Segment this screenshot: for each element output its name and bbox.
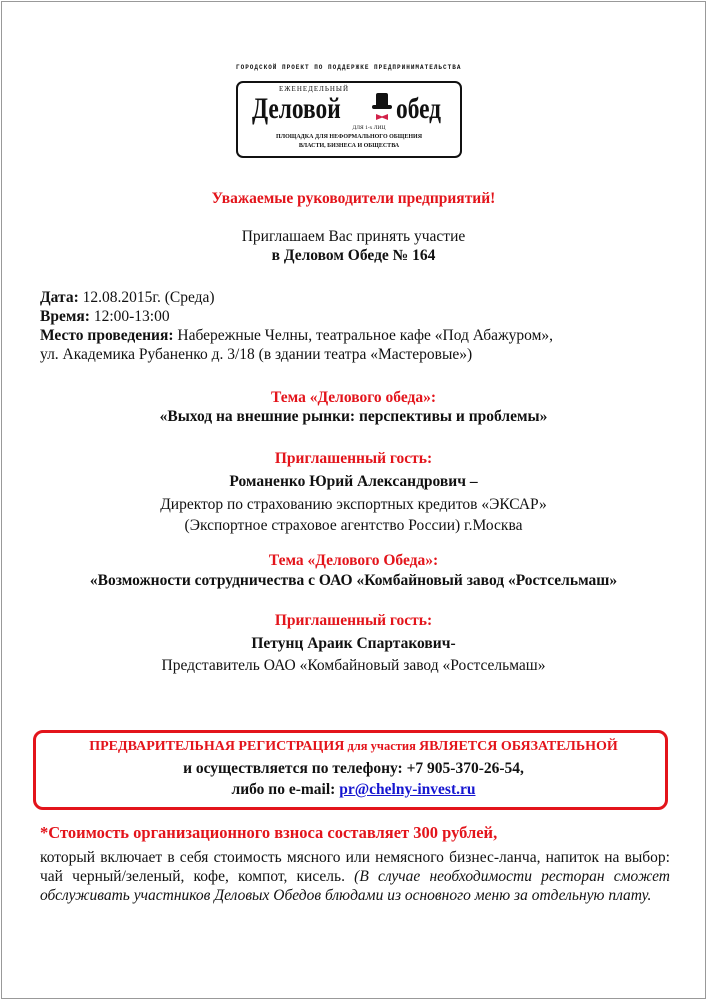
topic1-label: Тема «Делового обеда»: bbox=[270, 389, 436, 406]
guest1-position: Директор по страхованию экспортных кредитов «ЭКСАР» bbox=[160, 496, 547, 513]
guest2-name: Петунц Араик Спартакович- bbox=[251, 635, 456, 652]
place-row: Место проведения: Набережные Челны, театральное кафе «Под Абажуром», bbox=[40, 327, 554, 344]
logo-for-whom: ДЛЯ 1-х ЛИЦ bbox=[352, 125, 386, 131]
address-row: ул. Академика Рубаненко д. 3/18 (в здании театра «Мастеровые») bbox=[40, 346, 473, 363]
fee-note: (В случае необходимости ресторан сможет обслуживать участников Деловых Обедов блюдами из основного меню за отдельную плату. bbox=[40, 868, 670, 904]
email-link[interactable]: pr@chelny-invest.ru bbox=[339, 781, 476, 798]
date-row: Дата: 12.08.2015г. (Среда) bbox=[40, 289, 215, 306]
top-hat-icon bbox=[372, 93, 392, 111]
topic2-label: Тема «Делового Обеда»: bbox=[268, 552, 439, 569]
bow-tie-icon bbox=[376, 114, 388, 120]
fee-title: *Стоимость организационного взноса составляет 300 рублей, bbox=[40, 823, 498, 842]
fee-description: который включает в себя стоимость мясного или немясного бизнес-ланча, напиток на выбор: чай черный/зеленый, кофе, компот, кисель. (В случае необходимости ресторан сможет обслуживать участников Деловых Обедов блюдами из основного меню за отдельную плату. bbox=[40, 849, 670, 904]
topic2-title: «Возможности сотрудничества с ОАО «Комбайновый завод «Ростсельмаш» bbox=[89, 572, 618, 589]
logo-top-line: ГОРОДСКОЙ ПРОЕКТ ПО ПОДДЕРЖКЕ ПРЕДПРИНИМАТЕЛЬСТВА bbox=[236, 64, 462, 71]
guest1-name: Романенко Юрий Александрович – bbox=[229, 473, 478, 490]
guest2-label: Приглашенный гость: bbox=[274, 612, 433, 629]
logo-name-part1: Деловой bbox=[252, 92, 341, 125]
logo-name-part2: обед bbox=[396, 92, 442, 125]
logo-tagline-1: ПЛОЩАДКА ДЛЯ НЕФОРМАЛЬНОГО ОБЩЕНИЯ bbox=[275, 134, 423, 140]
logo bbox=[236, 81, 462, 158]
time-row: Время: 12:00-13:00 bbox=[40, 308, 170, 325]
logo-tagline-2: ВЛАСТИ, БИЗНЕСА И ОБЩЕСТВА bbox=[298, 143, 400, 149]
guest1-label: Приглашенный гость: bbox=[274, 450, 433, 467]
registration-email-row: либо по e-mail: pr@chelny-invest.ru bbox=[231, 781, 476, 798]
topic1-title: «Выход на внешние рынки: перспективы и проблемы» bbox=[159, 408, 548, 425]
registration-phone: и осуществляется по телефону: +7 905-370-26-54, bbox=[183, 760, 524, 777]
registration-required: ПРЕДВАРИТЕЛЬНАЯ РЕГИСТРАЦИЯ для участия ЯВЛЯЕТСЯ ОБЯЗАТЕЛЬНОЙ bbox=[89, 739, 618, 754]
guest1-org: (Экспортное страховое агентство России) г.Москва bbox=[184, 517, 523, 534]
greeting: Уважаемые руководители предприятий! bbox=[211, 190, 496, 207]
logo-weekly: ЕЖЕНЕДЕЛЬНЫЙ bbox=[279, 85, 350, 93]
invite-line-2: в Деловом Обеде № 164 bbox=[271, 247, 436, 264]
guest2-position: Представитель ОАО «Комбайновый завод «Ростсельмаш» bbox=[161, 657, 546, 674]
invite-line-1: Приглашаем Вас принять участие bbox=[241, 228, 466, 245]
